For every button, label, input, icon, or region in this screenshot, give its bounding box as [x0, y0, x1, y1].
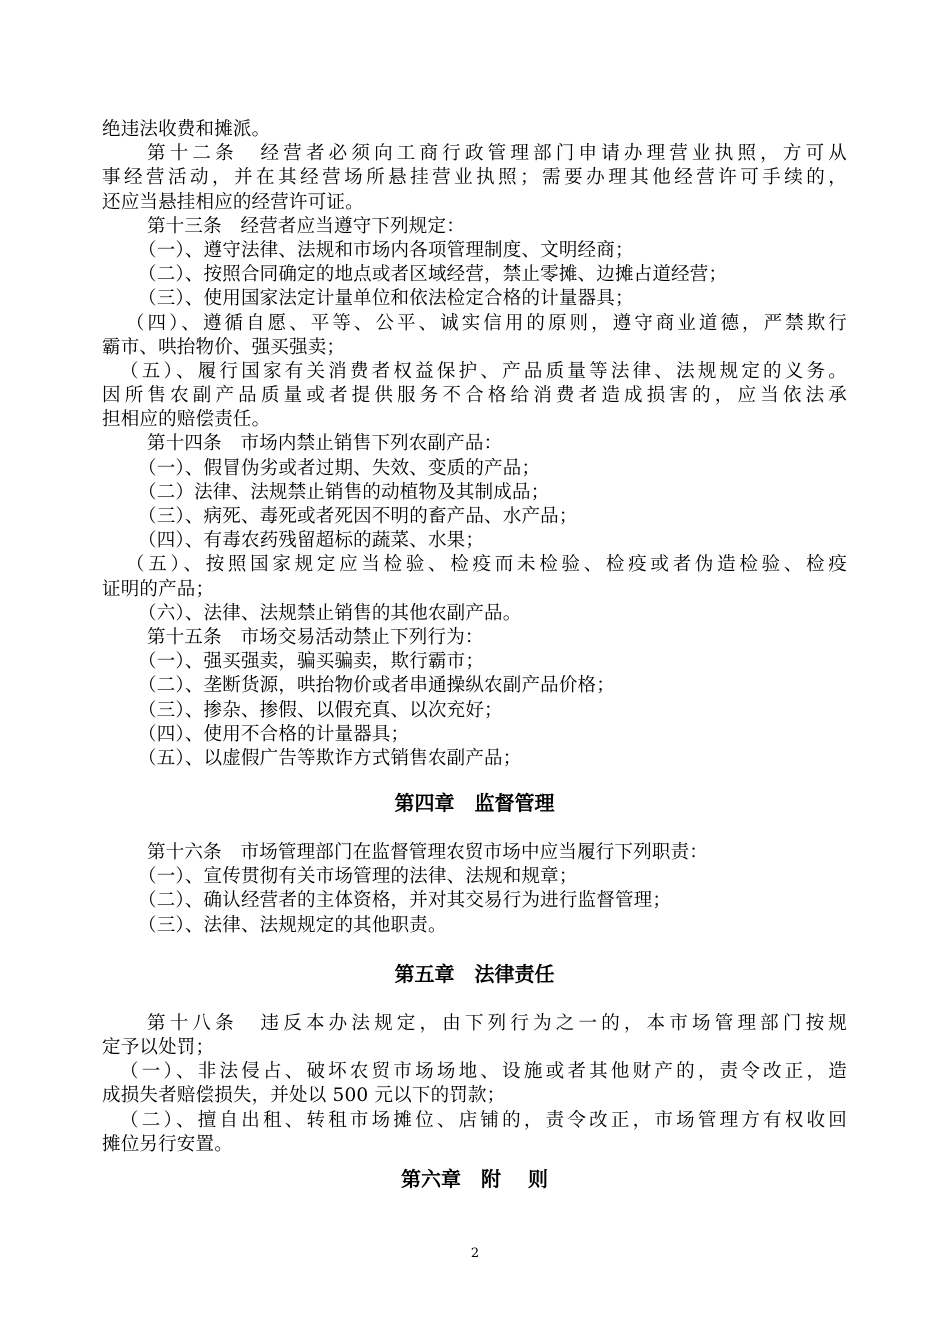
list-item: （六）、法律、法规禁止销售的其他农副产品。 — [138, 602, 522, 624]
list-item: （三）、掺杂、掺假、以假充真、以次充好； — [138, 699, 503, 721]
article-15-heading: 第十五条 市场交易活动禁止下列行为： — [147, 626, 484, 648]
text-line: 绝违法收费和摊派。 — [102, 119, 271, 140]
text-line: 证明的产品； — [102, 578, 215, 600]
article-12-heading: 第十二条 经营者必须向工商行政管理部门申请办理营业执照，方可从 — [147, 143, 847, 165]
chapter-6-title: 第六章 附 则 — [401, 1166, 548, 1191]
article-16-heading: 第十六条 市场管理部门在监督管理农贸市场中应当履行下列职责： — [147, 842, 709, 864]
chapter-5-title: 第五章 法律责任 — [394, 961, 555, 986]
list-item: （三）、病死、毒死或者死因不明的畜产品、水产品； — [138, 506, 578, 527]
list-item: （三）、使用国家法定计量单位和依法检定合格的计量器具； — [138, 288, 634, 310]
list-item: （二）、垄断货源，哄抬物价或者串通操纵农副产品价格； — [138, 675, 615, 697]
text-line: 事经营活动，并在其经营场所悬挂营业执照；需要办理其他经营许可手续的， — [102, 167, 847, 189]
article-14-heading: 第十四条 市场内禁止销售下列农副产品： — [147, 433, 503, 455]
list-item: （二）、确认经营者的主体资格，并对其交易行为进行监督管理； — [138, 890, 672, 912]
list-item: （二）、按照合同确定的地点或者区域经营，禁止零摊、边摊占道经营； — [138, 264, 728, 286]
list-item: （五）、履行国家有关消费者权益保护、产品质量等法律、法规规定的义务。 — [120, 360, 847, 382]
text-line: 因所售农副产品质量或者提供服务不合格给消费者造成损害的，应当依法承 — [102, 385, 847, 407]
text-line: 成损失者赔偿损失，并处以 500 元以下的罚款； — [102, 1085, 506, 1107]
list-item: （四）、使用不合格的计量器具； — [138, 723, 410, 745]
document-body — [102, 118, 847, 1191]
list-item: （三）、法律、法规规定的其他职责。 — [138, 914, 447, 936]
list-item: （二）、擅自出租、转租市场摊位、店铺的，责令改正，市场管理方有权收回 — [120, 1109, 847, 1131]
text-line: 定予以处罚； — [102, 1037, 215, 1058]
list-item: （一）、强买强卖，骗买骗卖，欺行霸市； — [138, 651, 485, 673]
list-item: （四）、有毒农药残留超标的蔬菜、水果； — [138, 530, 485, 552]
text-line: 担相应的赔偿责任。 — [102, 409, 271, 431]
list-item: （五）、按照国家规定应当检验、检疫而未检验、检疫或者伪造检验、检疫 — [126, 554, 847, 576]
text-line: 霸市、哄抬物价、强买强卖； — [102, 336, 346, 358]
article-18-heading: 第十八条 违反本办法规定，由下列行为之一的，本市场管理部门按规 — [147, 1012, 847, 1034]
list-item: （一）、遵守法律、法规和市场内各项管理制度、文明经商； — [138, 239, 634, 261]
list-item: （四）、遵循自愿、平等、公平、诚实信用的原则，遵守商业道德，严禁欺行 — [126, 312, 847, 334]
chapter-4-title: 第四章 监督管理 — [394, 791, 555, 816]
list-item: （一）、宣传贯彻有关市场管理的法律、法规和规章； — [138, 866, 578, 888]
text-line: 摊位另行安置。 — [102, 1133, 233, 1155]
list-item: （五）、以虚假广告等欺诈方式销售农副产品； — [138, 747, 522, 769]
list-item: （一）、假冒伪劣或者过期、失效、变质的产品； — [138, 457, 541, 479]
list-item: （二）法律、法规禁止销售的动植物及其制成品； — [138, 481, 550, 503]
text-line: 还应当悬挂相应的经营许可证。 — [102, 191, 364, 213]
page-number: 2 — [470, 1246, 480, 1261]
list-item: （一）、非法侵占、破坏农贸市场场地、设施或者其他财产的，责令改正，造 — [120, 1061, 847, 1083]
article-13-heading: 第十三条 经营者应当遵守下列规定： — [147, 215, 465, 237]
